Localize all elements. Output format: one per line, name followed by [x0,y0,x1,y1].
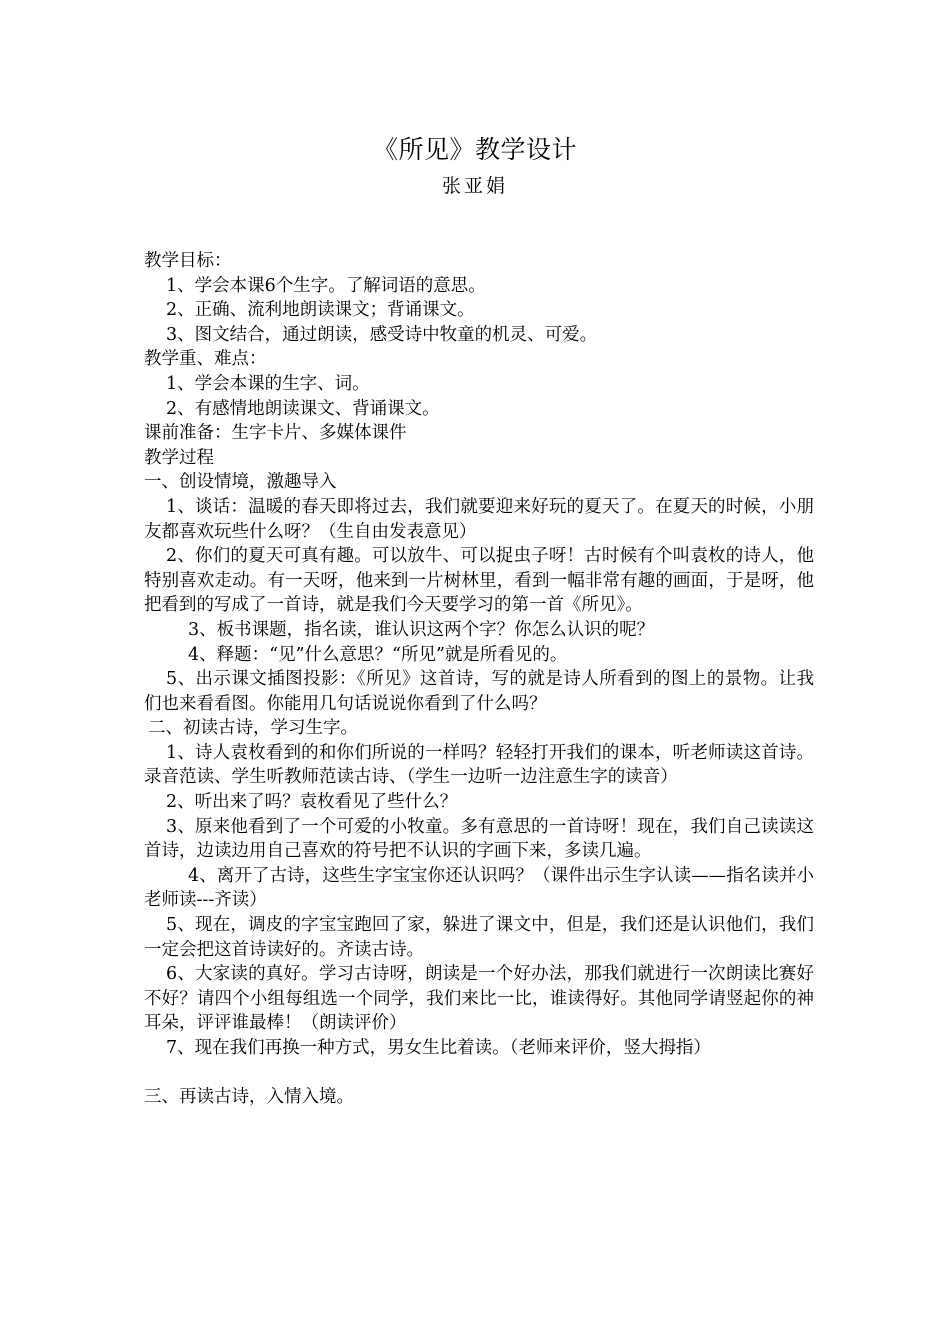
objective-item: 1、学会本课6个生字。了解词语的意思。 [166,275,486,296]
step-paragraph: 4、释题：“见”什么意思？“所见”就是所看见的。 [188,644,568,665]
step-paragraph: 5、出示课文插图投影：《所见》这首诗，写的就是诗人所看到的图上的景物。让我们也来看看图。你能用几句话说说你看到了什么吗？ [144,669,814,714]
key-point-item: 1、学会本课的生字、词。 [166,373,370,394]
preparation-line: 课前准备：生字卡片、多媒体课件 [144,423,407,444]
step-paragraph: 6、大家读的真好。学习古诗呀，朗读是一个好办法，那我们就进行一次朗读比赛好不好？请四个小组每组选一个同学，我们来比一比，谁读得好。其他同学请竖起你的神耳朵，评评谁最棒！（朗读评价） [144,964,814,1034]
step-paragraph: 3、原来他看到了一个可爱的小牧童。多有意思的一首诗呀！现在，我们自己读读这首诗，边读边用自己喜欢的符号把不认识的字画下来，多读几遍。 [144,816,814,862]
section-heading-objectives: 教学目标： [144,251,232,271]
document-title: 《所见》教学设计 [372,135,577,164]
step-heading: 三、再读古诗，入情入境。 [144,1087,354,1108]
section-heading-key-points: 教学重、难点： [144,349,267,370]
step-paragraph: 5、现在，调皮的字宝宝跑回了家，躲进了课文中，但是，我们还是认识他们，我们一定会把这首诗读好的。齐读古诗。 [144,915,814,960]
section-heading-process: 教学过程 [144,447,214,468]
step-paragraph: 2、听出来了吗？袁枚看见了些什么？ [166,792,458,813]
document-author: 张亚娟 [441,175,508,197]
step-paragraph: 1、诗人袁枚看到的和你们所说的一样吗？轻轻打开我们的课本，听老师读这首诗。录音范读、学生听教师范读古诗、（学生一边听一边注意生字的读音） [144,742,814,788]
document-body [144,249,814,1110]
blank-line [144,1061,814,1086]
key-point-item: 2、有感情地朗读课文、背诵课文。 [166,398,440,419]
objective-item: 3、图文结合，通过朗读，感受诗中牧童的机灵、可爱。 [166,324,598,345]
step-paragraph: 2、你们的夏天可真有趣。可以放牛、可以捉虫子呀！古时候有个叫袁枚的诗人，他特别喜欢走动。有一天呀，他来到一片树林里，看到一幅非常有趣的画面，于是呀，他把看到的写成了一首诗，就是我们今天要学习的第一首《所见》。 [144,546,814,616]
step-paragraph: 4、离开了古诗，这些生字宝宝你还认识吗？（课件出示生字认读——指名读并小老师读---齐读） [144,865,814,911]
step-paragraph: 7、现在我们再换一种方式，男女生比着读。（老师来评价，竖大拇指） [166,1038,711,1058]
objective-item: 2、正确、流利地朗读课文；背诵课文。 [166,300,475,321]
step-paragraph: 3、板书课题，指名读，谁认识这两个字？你怎么认识的呢？ [188,619,655,640]
step-heading: 二、初读古诗，学习生字。 [148,718,358,739]
step-paragraph: 1、谈话：温暖的春天即将过去，我们就要迎来好玩的夏天了。在夏天的时候，小朋友都喜欢玩些什么呀？（生自由发表意见） [144,496,814,542]
step-heading: 一、创设情境，激趣导入 [144,472,337,493]
